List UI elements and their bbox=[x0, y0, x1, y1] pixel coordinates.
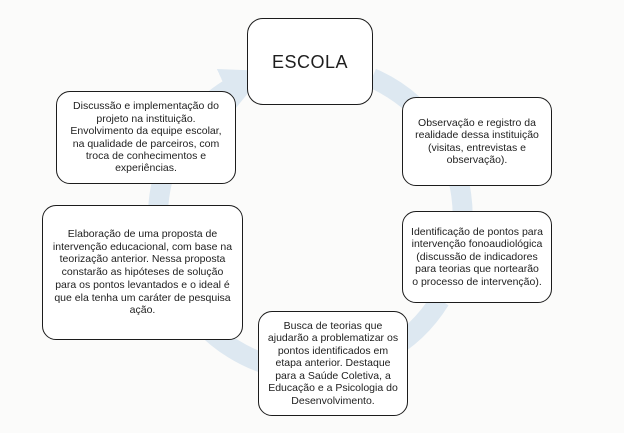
node-identificacao bbox=[402, 211, 552, 303]
node-busca-label: Busca de teorias que ajudarão a problematizar os pontos identificados em etapa anterior. Destaque para a Saúde Coletiva, a Educação e a Psicologia do Desenvolvimento. bbox=[267, 320, 399, 407]
node-elaboracao bbox=[42, 205, 243, 340]
node-discussao-label: Discussão e implementação do projeto na instituição. Envolvimento da equipe escolar, na qualidade de parceiros, com troca de conhecimentos e experiências. bbox=[70, 100, 222, 175]
node-elaboracao-label: Elaboração de uma proposta de intervenção educacional, com base na teorização anterior. Nessa proposta constarão as hipóteses de solução para os pontos levantados e o ideal é que ela tenha um caráter de pesquisa ação. bbox=[52, 227, 233, 317]
node-escola-label: ESCOLA bbox=[271, 51, 349, 72]
node-identificacao-label: Identificação de pontos para intervenção fonoaudiológica (discussão de indicadores para teorias que nortearão o processo de intervenção). bbox=[411, 225, 543, 288]
node-observacao bbox=[402, 97, 552, 186]
node-observacao-label: Observação e registro da realidade dessa instituição (visitas, entrevistas e observação). bbox=[415, 116, 539, 166]
node-escola bbox=[247, 18, 373, 105]
node-discussao bbox=[56, 91, 236, 184]
node-busca bbox=[258, 311, 408, 416]
